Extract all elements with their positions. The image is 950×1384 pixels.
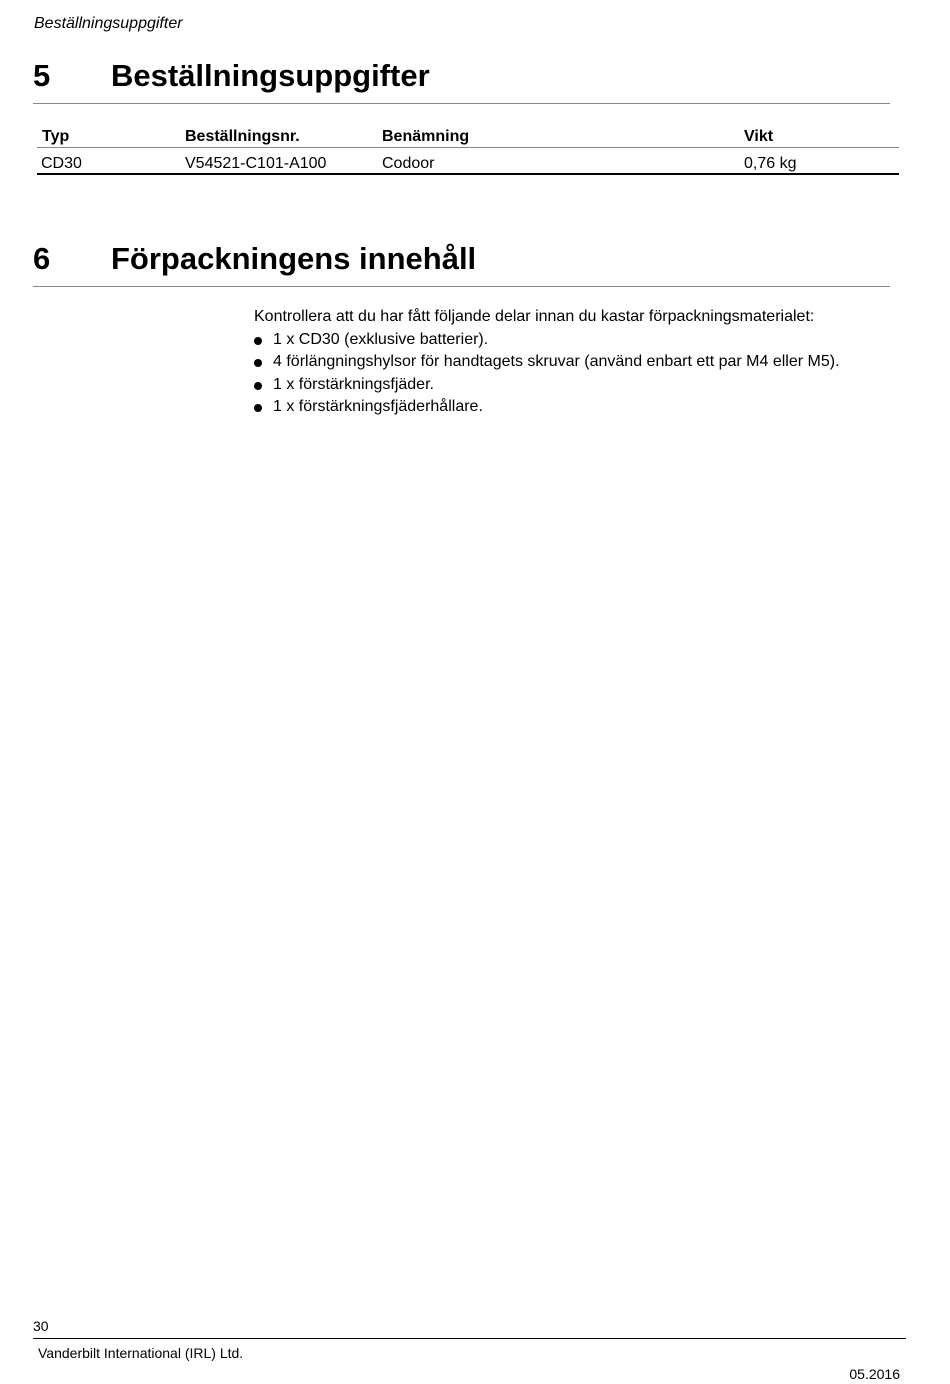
table-header-row <box>37 126 899 148</box>
cell-weight: 0,76 kg <box>744 148 899 175</box>
contents-list <box>254 329 904 419</box>
bullet-icon <box>254 382 262 390</box>
list-item <box>254 351 904 374</box>
bullet-icon <box>254 359 262 367</box>
section-heading-ordering <box>33 60 890 104</box>
list-item <box>254 374 904 397</box>
list-item-text: 1 x förstärkningsfjäderhållare. <box>273 398 483 416</box>
footer-divider <box>33 1338 906 1339</box>
contents-intro: Kontrollera att du har fått följande delar innan du kastar förpackningsmaterialet: <box>254 308 815 325</box>
section-title: Förpackningens innehåll <box>111 241 477 276</box>
bullet-icon <box>254 404 262 412</box>
company-name: Vanderbilt International (IRL) Ltd. <box>38 1345 244 1361</box>
section-number: 6 <box>33 241 51 276</box>
list-item-text: 1 x CD30 (exklusive batterier). <box>273 330 489 348</box>
cell-name: Codoor <box>382 148 744 175</box>
list-item <box>254 396 904 419</box>
section-heading-package-contents <box>33 243 890 287</box>
table-row <box>37 148 899 175</box>
bullet-icon <box>254 337 262 345</box>
cell-type: CD30 <box>37 148 185 175</box>
list-item-text: 1 x förstärkningsfjäder. <box>273 375 434 393</box>
column-header-weight: Vikt <box>744 126 899 148</box>
list-item <box>254 329 904 352</box>
document-date: 05.2016 <box>849 1366 900 1382</box>
column-header-name: Benämning <box>382 126 744 148</box>
page-number: 30 <box>33 1318 49 1334</box>
cell-order-number: V54521-C101-A100 <box>185 148 382 175</box>
order-table <box>37 126 899 175</box>
section-number: 5 <box>33 58 51 93</box>
column-header-order-number: Beställningsnr. <box>185 126 382 148</box>
list-item-text: 4 förlängningshylsor för handtagets skruvar (använd enbart ett par M4 eller M5). <box>273 353 840 371</box>
running-header: Beställningsuppgifter <box>34 15 183 32</box>
package-contents <box>254 306 904 419</box>
section-title: Beställningsuppgifter <box>111 58 430 93</box>
column-header-type: Typ <box>37 126 185 148</box>
